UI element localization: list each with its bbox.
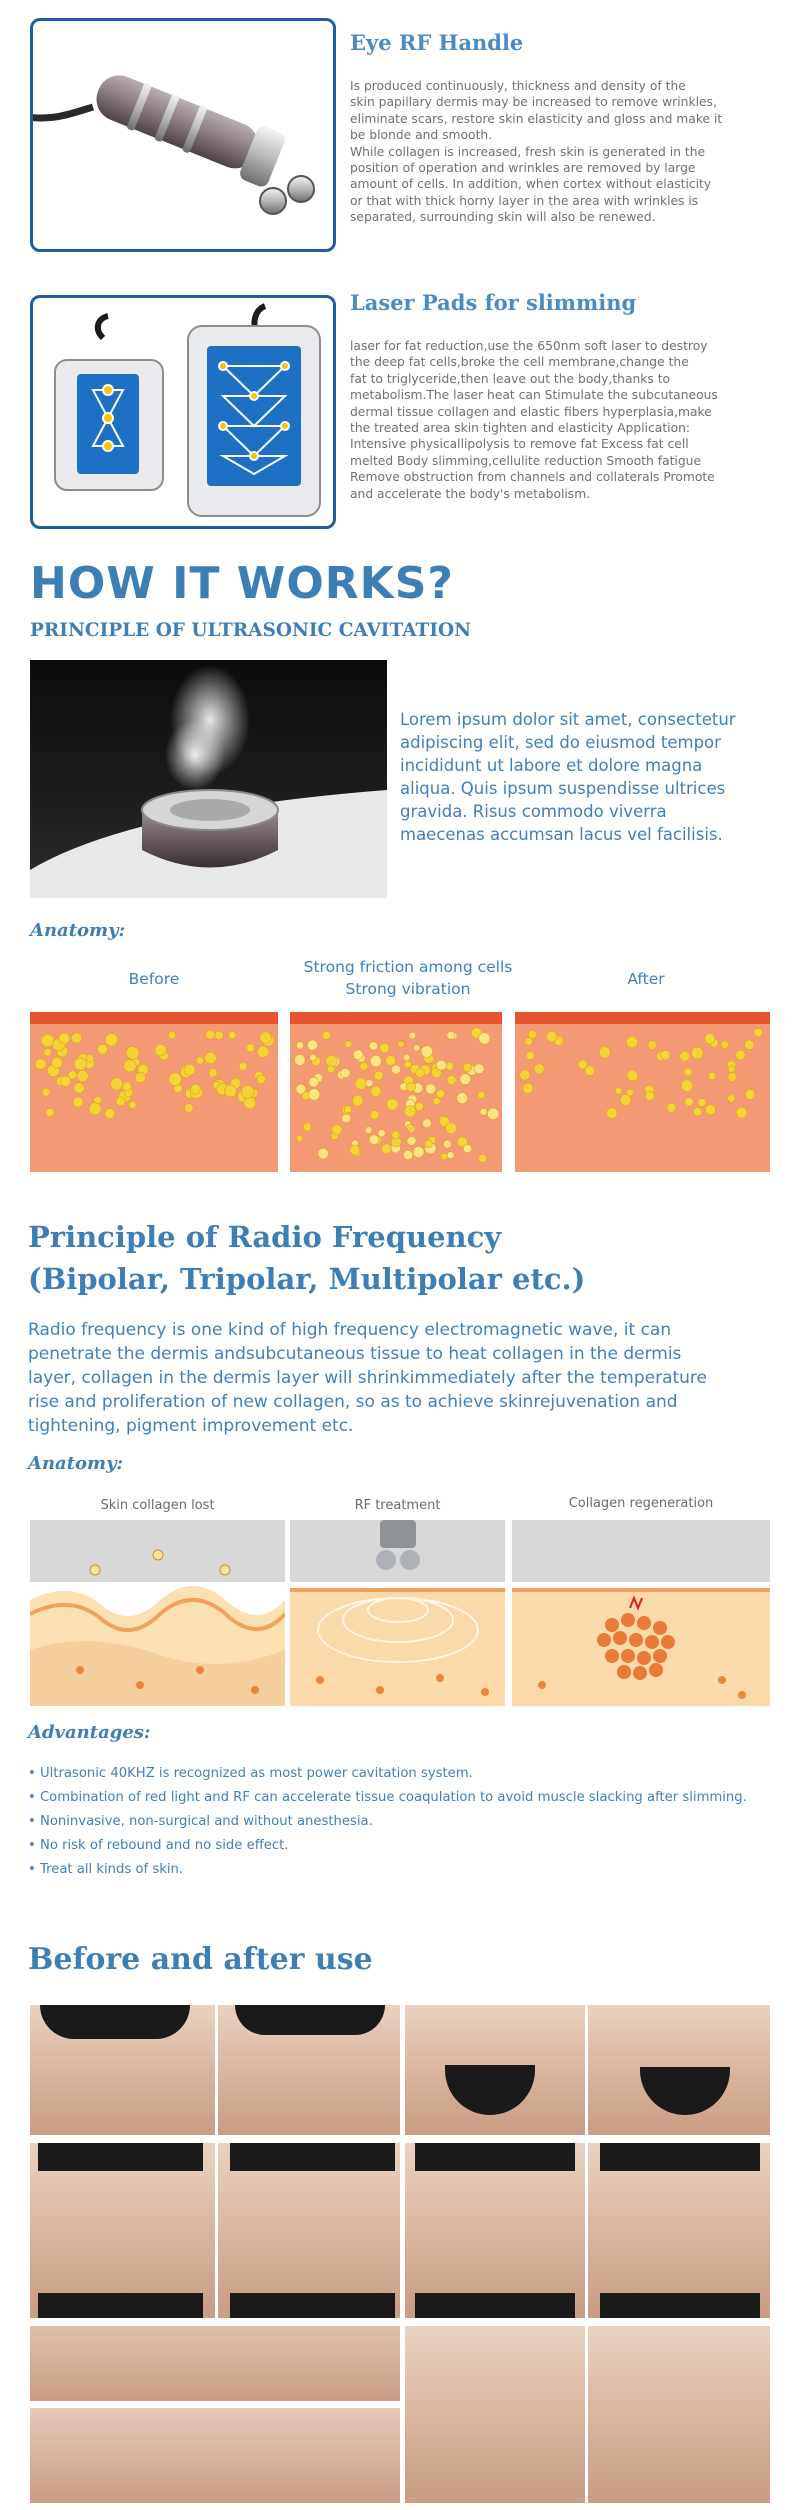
how-it-works-text (400, 708, 780, 846)
skin-panel-collagen-regeneration (512, 1520, 770, 1706)
desc-line: and accelerate the body's metabolism. (350, 486, 591, 501)
desc-line: While collagen is increased, fresh skin is generated in the (350, 144, 706, 159)
cavitation-device-photo (30, 660, 387, 898)
rf-line: tightening, pigment improvement etc. (28, 1416, 354, 1436)
rf-paragraph (28, 1318, 773, 1438)
anatomy-label-rf: Anatomy: (28, 1453, 124, 1474)
lorem-line: gravida. Risus commodo viverra (400, 802, 667, 821)
advantage-item: • Noninvasive, non-surgical and without anesthesia. (28, 1814, 373, 1829)
desc-line: fat to triglyceride,then leave out the body,thanks to (350, 371, 671, 386)
lorem-line: adipiscing elit, sed do eiusmod tempor (400, 733, 721, 752)
desc-line: amount of cells. In addition, when cortex without elasticity (350, 177, 712, 192)
advantages-label: Advantages: (28, 1722, 151, 1743)
skin-panel-collagen-lost (30, 1520, 285, 1706)
fat-panel-friction (290, 1012, 502, 1172)
advantages-list (28, 1762, 778, 1882)
desc-line: the deep fat cells,broke the cell membrane,change the (350, 355, 689, 370)
rf-line: rise and proliferation of new collagen, so as to achieve skinrejuvenation and (28, 1392, 678, 1412)
caption-collagen-regeneration: Collagen regeneration (568, 1496, 714, 1511)
desc-line: Remove obstruction from channels and collaterals Promote (350, 470, 715, 485)
rf-line: layer, collagen in the dermis layer will shrinkimmediately after the temperature (28, 1368, 708, 1388)
eye-rf-handle-image-box (30, 18, 336, 252)
cavitation-subtitle: PRINCIPLE OF ULTRASONIC CAVITATION (30, 620, 471, 641)
lorem-line: aliqua. Quis ipsum suspendisse ultrices (400, 779, 726, 798)
desc-line: melted Body slimming,cellulite reduction Smooth fatigue (350, 453, 702, 468)
before-after-photo-back (405, 2143, 770, 2318)
before-after-title: Before and after use (28, 1942, 373, 1977)
before-after-photo-hips-side (405, 2326, 770, 2503)
laser-pads-description (350, 338, 770, 502)
fat-panel-before (30, 1012, 278, 1172)
rf-line: penetrate the dermis andsubcutaneous tissue to heat collagen in the dermis (28, 1344, 682, 1364)
how-it-works-title: HOW IT WORKS? (30, 558, 454, 609)
caption-skin-collagen-lost: Skin collagen lost (100, 1498, 215, 1513)
caption-before: Before (128, 970, 180, 988)
desc-line: skin papillary dermis may be increased to remove wrinkles, (350, 95, 717, 110)
rf-handle-illustration (33, 21, 333, 249)
laser-pads-image-box (30, 295, 336, 529)
desc-line: dermal tissue collagen and elastic fibers hyperplasia,make (350, 404, 712, 419)
laser-pads-title: Laser Pads for slimming (350, 290, 637, 315)
desc-line: separated, surrounding skin will also be renewed. (350, 210, 656, 225)
advantage-item: • No risk of rebound and no side effect. (28, 1838, 289, 1853)
before-after-photo-thighs-front (30, 2005, 400, 2135)
lorem-line: maecenas accumsan lacus vel facilisis. (400, 825, 723, 844)
before-after-photo-buttocks (405, 2005, 770, 2135)
fat-panel-after (515, 1012, 770, 1172)
desc-line: eliminate scars, restore skin elasticity and gloss and make it (350, 111, 723, 126)
eye-rf-handle-description (350, 78, 770, 226)
desc-line: metabolism.The laser heat can Stimulate the subcutaneous (350, 388, 718, 403)
before-after-photo-arm-bottom (30, 2408, 400, 2503)
desc-line: Intensive physicallipolysis to remove fat Excess fat cell (350, 437, 689, 452)
desc-line: the treated area skin tighten and elasticity Application: (350, 421, 691, 436)
eye-rf-handle-title: Eye RF Handle (350, 30, 524, 55)
rf-line: Radio frequency is one kind of high frequency electromagnetic wave, it can (28, 1320, 672, 1340)
caption-rf-treatment: RF treatment (354, 1498, 441, 1513)
desc-line: be blonde and smooth. (350, 128, 493, 143)
skin-panel-rf-treatment (290, 1520, 505, 1706)
desc-line: position of operation and wrinkles are removed by large (350, 161, 696, 176)
caption-after: After (627, 970, 665, 988)
laser-pads-illustration (33, 298, 333, 526)
advantage-item: • Combination of red light and RF can accelerate tissue coaqulation to avoid muscle slacking after slimming. (28, 1790, 747, 1805)
desc-line: Is produced continuously, thickness and density of the (350, 79, 686, 93)
lorem-line: Lorem ipsum dolor sit amet, consectetur (400, 710, 736, 729)
rf-title-line1: Principle of Radio Frequency (28, 1220, 502, 1254)
before-after-photo-abdomen (30, 2143, 400, 2318)
caption-strong-friction: Strong friction among cells Strong vibration (303, 958, 513, 998)
rf-title-line2: (Bipolar, Tripolar, Multipolar etc.) (28, 1262, 586, 1296)
desc-line: or that with thick horny layer in the area with wrinkles is (350, 193, 699, 208)
before-after-photo-arm-top (30, 2326, 400, 2401)
lorem-line: incididunt ut labore et dolore magna (400, 756, 703, 775)
advantage-item: • Treat all kinds of skin. (28, 1862, 184, 1877)
anatomy-label-cavitation: Anatomy: (30, 920, 126, 941)
desc-line: laser for fat reduction,use the 650nm soft laser to destroy (350, 339, 708, 353)
advantage-item: • Ultrasonic 40KHZ is recognized as most power cavitation system. (28, 1766, 473, 1781)
